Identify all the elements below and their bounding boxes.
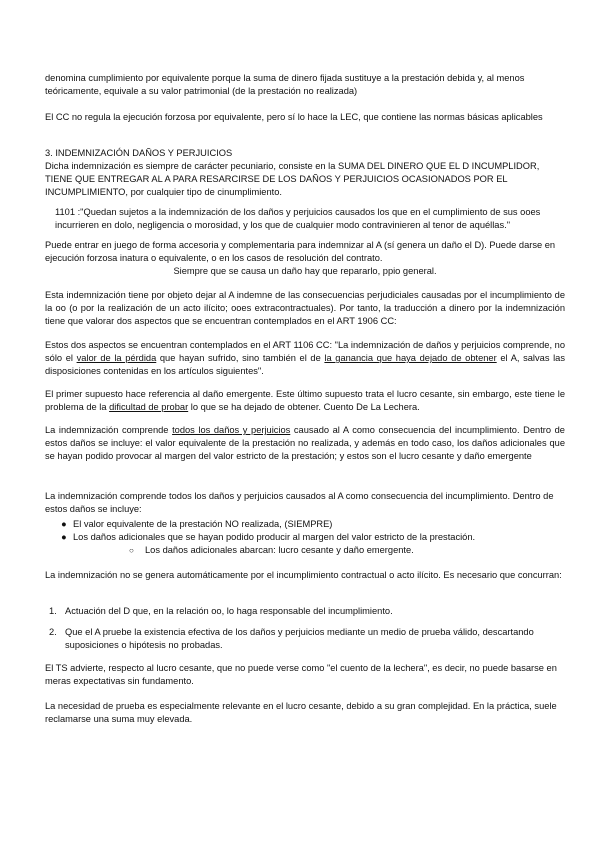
paragraph-incluye: La indemnización comprende todos los daños y perjuicios causados al A como consecuencia del incumplimiento. Dentro de estos daños se incluye: [45, 491, 554, 514]
item-number: 2. [49, 627, 57, 637]
item-number: 1. [49, 606, 57, 616]
list-item-text: Los daños adicionales abarcan: lucro cesante y daño emergente. [145, 545, 414, 555]
text-fragment: Estos dos aspectos se encuentran contemplados en el ART 1106 CC: "La indemnización de daños y perjuicios comprende, no sólo el [45, 340, 565, 363]
section-heading-indemnizacion: 3. INDEMNIZACIÓN DAÑOS Y PERJUICIOS [45, 148, 233, 158]
underlined-todos-danos: todos los daños y perjuicios [172, 425, 291, 435]
item-text: Que el A pruebe la existencia efectiva de los daños y perjuicios mediante un medio de prueba válido, descartando suposiciones o hipótesis no probadas. [65, 627, 534, 650]
paragraph-dano-emergente [45, 388, 565, 414]
paragraph-necesidad-prueba: La necesidad de prueba es especialmente relevante en el lucro cesante, debido a su gran complejidad. En la práctica, suele reclamarse una suma muy elevada. [45, 701, 557, 724]
text-fragment: que hayan sufrido, sino también el de [156, 353, 325, 363]
quote-art-1101: 1101 :"Quedan sujetos a la indemnización de los daños y perjuicios causados los que en el cumplimiento de sus ooes incurrieren en dolo, negligencia o morosidad, y los que de cualquier modo contravinieren al tenor de aquéllas." [55, 207, 541, 230]
paragraph-lec: El CC no regula la ejecución forzosa por equivalente, pero sí lo hace la LEC, que contiene las normas básicas aplicables [45, 112, 543, 122]
bullet-list [45, 518, 565, 557]
sub-list-item [45, 544, 565, 557]
list-item [45, 531, 565, 544]
text-fragment: el A, salvas las disposiciones contenidas en los artículos siguientes". [45, 353, 565, 376]
text-fragment: El primer supuesto hace referencia al daño emergente. Este último supuesto trata el lucro cesante, sin embargo, este tiene le problema de la [45, 389, 565, 412]
principle-line: Siempre que se causa un daño hay que repararlo, ppio general. [173, 266, 437, 276]
paragraph-ts-advierte: El TS advierte, respecto al lucro cesante, que no puede verse como "el cuento de la lechera", es decir, no puede basarse en meras expectativas sin fundamento. [45, 663, 557, 686]
list-item-text: El valor equivalente de la prestación NO realizada, (SIEMPRE) [73, 519, 333, 529]
list-item-text: Los daños adicionales que se hayan podido producir al margen del valor estricto de la prestación. [73, 532, 476, 542]
paragraph-comprende [45, 424, 565, 463]
bullet-icon: ● [61, 519, 67, 529]
text-fragment: causado al A como consecuencia del incumplimiento. Dentro de estos daños se incluye: el valor equivalente de la prestación no realizada, y además en todo caso, los daños adicionales que se hayan podido provocar al margen del valor estricto de la prestación; y estos son el lucro cesante y daño emergente [45, 425, 565, 461]
paragraph-accesoria: Puede entrar en juego de forma accesoria y complementaria para indemnizar al A (sí genera un daño el D). Puede darse en ejecución forzosa inatura o equivalente, o en los casos de resolución del contrato. [45, 240, 556, 263]
list-item [45, 518, 565, 531]
paragraph-equivalent: denomina cumplimiento por equivalente porque la suma de dinero fijada sustituye a la prestación debida y, al menos teóricamente, equivale a su valor patrimonial (de la prestación no realizada) [45, 73, 525, 96]
paragraph-no-automatica: La indemnización no se genera automáticamente por el incumplimiento contractual o acto ilícito. Es necesario que concurran: [45, 570, 562, 580]
paragraph-pecuniario: Dicha indemnización es siempre de carácter pecuniario, consiste en la SUMA DEL DINERO QUE EL D INCUMPLIDOR, TIENE QUE ENTREGAR AL A PARA RESARCIRSE DE LOS DAÑOS Y PERJUICIOS OCASIONADOS POR EL INCUMPLIMIENTO, por cualquier tipo de cinumplimiento. [45, 161, 540, 197]
paragraph-art-1106 [45, 339, 565, 378]
ordered-item [45, 626, 565, 652]
ordered-list [45, 605, 565, 652]
text-fragment: lo que se ha dejado de obtener. Cuento De La Lechera. [188, 402, 420, 412]
text-fragment: La indemnización comprende [45, 425, 173, 435]
ordered-item [45, 605, 565, 618]
underlined-valor-perdida: valor de la pérdida [76, 353, 157, 363]
item-text: Actuación del D que, en la relación oo, lo haga responsable del incumplimiento. [65, 606, 393, 616]
circle-bullet-icon: ○ [129, 546, 134, 555]
paragraph-objeto: Esta indemnización tiene por objeto dejar al A indemne de las consecuencias perjudiciales causadas por el incumplimiento de la oo (o por la realización de un acto ilícito; ooes extracontractuales). Por tanto, la traducción a dinero por la indemnización tiene que valorar dos aspectos que se encuentran contemplados en el ART 1906 CC: [45, 290, 565, 326]
underlined-dificultad-probar: dificultad de probar [109, 402, 189, 412]
underlined-ganancia: la ganancia que haya dejado de obtener [324, 353, 497, 363]
bullet-icon: ● [61, 532, 67, 542]
